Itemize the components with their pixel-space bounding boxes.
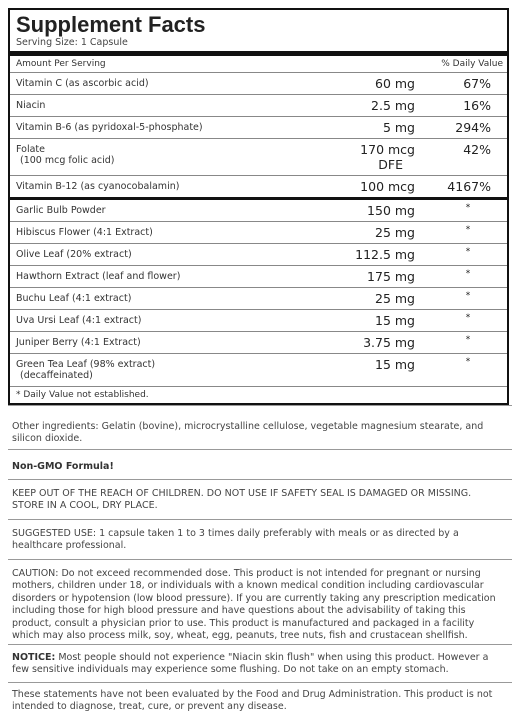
nutrient-row <box>10 117 507 139</box>
nutrient-name: Niacin <box>16 100 46 111</box>
nutrient-row <box>10 310 507 332</box>
nutrient-amount: 2.5 mg <box>371 98 415 113</box>
nutrient-amount: 25 mg <box>375 291 415 306</box>
nutrient-daily-value: 67% <box>463 76 491 91</box>
notice-label: NOTICE: <box>12 652 56 663</box>
nutrient-row <box>10 199 507 222</box>
nutrient-daily-value: 16% <box>463 98 491 113</box>
nutrient-row <box>10 95 507 117</box>
divider <box>8 644 512 645</box>
nutrient-row <box>10 73 507 95</box>
nutrient-name: Hibiscus Flower (4:1 Extract) <box>16 227 153 238</box>
amount-per-serving-header: Amount Per Serving <box>10 56 307 73</box>
non-gmo-label: Non-GMO Formula! <box>12 461 114 472</box>
nutrient-row <box>10 244 507 266</box>
nutrient-daily-value: * <box>465 335 471 345</box>
supplement-facts-panel <box>8 8 509 405</box>
notice-body: Most people should not experience "Niacin skin flush" when using this product. However a few sensitive individuals may experience some flushing. Do not take on an empty stomach. <box>12 652 489 676</box>
nutrient-daily-value: * <box>465 203 471 213</box>
nutrient-name: Uva Ursi Leaf (4:1 extract) <box>16 315 142 326</box>
nutrient-daily-value: 42% <box>463 142 491 157</box>
nutrient-daily-value: * <box>465 313 471 323</box>
nutrient-name: Vitamin B-12 (as cyanocobalamin) <box>16 181 180 192</box>
nutrient-amount: 3.75 mg <box>363 335 415 350</box>
nutrient-amount: 25 mg <box>375 225 415 240</box>
nutrient-amount: 150 mg <box>367 203 415 218</box>
nutrient-name: Hawthorn Extract (leaf and flower) <box>16 271 181 282</box>
nutrient-amount: 175 mg <box>367 269 415 284</box>
nutrient-amount: 100 mcg <box>360 179 415 194</box>
divider <box>8 519 512 520</box>
nutrient-daily-value: * <box>465 247 471 257</box>
divider <box>8 682 512 683</box>
other-ingredients: Other ingredients: Gelatin (bovine), microcrystalline cellulose, vegetable magnesium stearate, and silicon dioxide. <box>12 421 484 445</box>
divider <box>8 405 512 406</box>
nutrient-row <box>10 139 507 176</box>
nutrient-row <box>10 354 507 387</box>
footnote-row <box>10 387 507 404</box>
nutrient-amount: 112.5 mg <box>355 247 415 262</box>
suggested-use: SUGGESTED USE: 1 capsule taken 1 to 3 times daily preferably with meals or as directed by a healthcare professional. <box>12 528 459 552</box>
nutrient-daily-value: 4167% <box>447 179 491 194</box>
nutrient-name-detail: (100 mcg folic acid) <box>20 155 115 166</box>
facts-table <box>10 56 507 403</box>
nutrient-name: Garlic Bulb Powder <box>16 205 106 216</box>
nutrient-row <box>10 266 507 288</box>
divider <box>8 559 512 560</box>
nutrient-name-detail: (decaffeinated) <box>20 370 93 381</box>
serving-size: Serving Size: 1 Capsule <box>16 37 128 48</box>
nutrient-amount: 15 mg <box>375 313 415 328</box>
daily-value-header: % Daily Value <box>429 56 507 73</box>
footnote: * Daily Value not established. <box>16 390 149 400</box>
nutrient-name: Juniper Berry (4:1 Extract) <box>16 337 141 348</box>
nutrient-name: Folate <box>16 144 45 155</box>
divider <box>8 479 512 480</box>
fda-disclaimer: These statements have not been evaluated by the Food and Drug Administration. This product is not intended to diagnose, treat, cure, or prevent any disease. <box>12 689 493 713</box>
nutrient-daily-value: * <box>465 269 471 279</box>
nutrient-name: Olive Leaf (20% extract) <box>16 249 132 260</box>
nutrient-daily-value: * <box>465 225 471 235</box>
nutrient-row <box>10 222 507 244</box>
facts-header-row <box>10 56 507 73</box>
facts-title: Supplement Facts <box>16 12 206 37</box>
nutrient-amount: 60 mg <box>375 76 415 91</box>
nutrient-amount: 15 mg <box>375 357 415 372</box>
caution-text: CAUTION: Do not exceed recommended dose. This product is not intended for pregnant or nursing mothers, children under 18, or individuals with a known medical condition including cardiovascular disorders or hypotension (low blood pressure). If you are currently taking any prescription medication including those for high blood pressure and have questions about the advisability of taking this product, consult a physician prior to use. This product is manufactured and packaged in a facility which may also process milk, soy, wheat, egg, peanuts, tree nuts, fish and crustacean shellfish. <box>12 568 496 642</box>
nutrient-row <box>10 332 507 354</box>
nutrient-amount: 5 mg <box>382 120 415 135</box>
nutrient-amount: 170 mcg <box>360 142 415 157</box>
notice-text <box>12 652 504 677</box>
nutrient-row <box>10 288 507 310</box>
storage-warning: KEEP OUT OF THE REACH OF CHILDREN. DO NOT USE IF SAFETY SEAL IS DAMAGED OR MISSING. STORE IN A COOL, DRY PLACE. <box>12 488 472 512</box>
nutrient-name: Vitamin B-6 (as pyridoxal-5-phosphate) <box>16 122 203 133</box>
nutrient-name: Vitamin C (as ascorbic acid) <box>16 78 149 89</box>
nutrient-daily-value: * <box>465 357 471 367</box>
nutrient-amount-unit: DFE <box>378 157 403 172</box>
nutrient-row <box>10 176 507 199</box>
nutrient-daily-value: * <box>465 291 471 301</box>
nutrient-daily-value: 294% <box>455 120 491 135</box>
nutrient-name: Buchu Leaf (4:1 extract) <box>16 293 132 304</box>
nutrient-name: Green Tea Leaf (98% extract) <box>16 359 156 370</box>
divider <box>8 449 512 450</box>
